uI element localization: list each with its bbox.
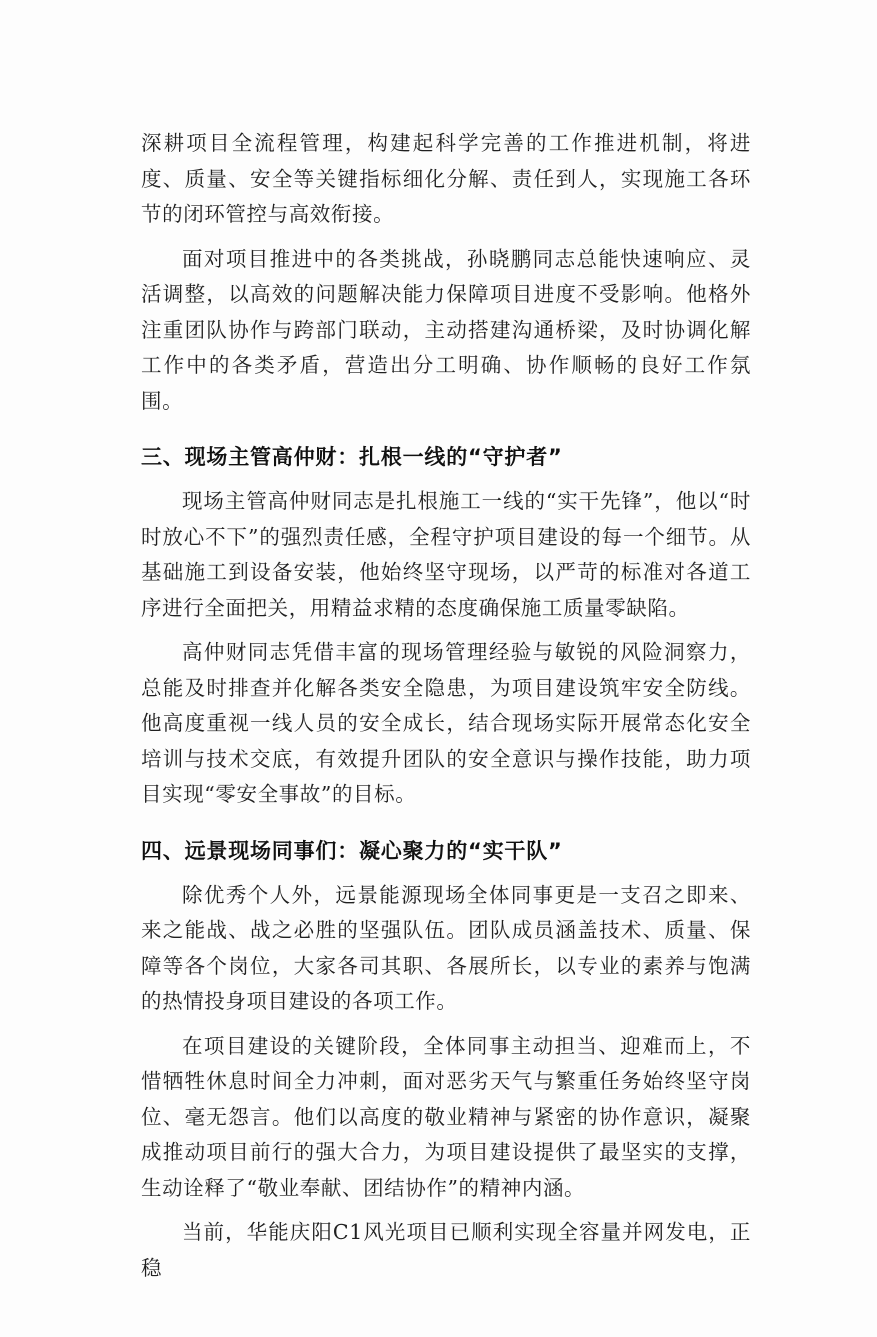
paragraph-team-2: 在项目建设的关键阶段，全体同事主动担当、迎难而上，不惜牺牲休息时间全力冲刺，面对恶劣天气与繁重任务始终坚守岗位、毫无怨言。他们以高度的敬业精神与紧密的协作意识，凝聚成推动项目前行的强大合力，为项目建设提供了最坚实的支撑，生动诠释了“敬业奉献、团结协作”的精神内涵。 <box>141 1033 751 1200</box>
paragraph-continued: 深耕项目全流程管理，构建起科学完善的工作推进机制，将进度、质量、安全等关键指标细化分解、责任到人，实现施工各环节的闭环管控与高效衔接。 <box>141 131 751 226</box>
document-body <box>141 126 751 1286</box>
paragraph-gao-zhongcai-2: 高仲财同志凭借丰富的现场管理经验与敏锐的风险洞察力，总能及时排查并化解各类安全隐患，为项目建设筑牢安全防线。他高度重视一线人员的安全成长，结合现场实际开展常态化安全培训与技术交底，有效提升团队的安全意识与操作技能，助力项目实现“零安全事故”的目标。 <box>141 640 751 806</box>
section-heading-4: 四、远景现场同事们：凝心聚力的“实干队” <box>141 838 563 863</box>
paragraph-team-1: 除优秀个人外，远景能源现场全体同事更是一支召之即来、来之能战、战之必胜的坚强队伍。团队成员涵盖技术、质量、保障等各个岗位，大家各司其职、各展所长，以专业的素养与饱满的热情投身项目建设的各项工作。 <box>141 882 751 1013</box>
section-heading-3: 三、现场主管高仲财：扎根一线的“守护者” <box>141 445 563 469</box>
paragraph-current-status: 当前，华能庆阳C1风光项目已顺利实现全容量并网发电，正稳 <box>141 1220 751 1280</box>
paragraph-sun-xiaopeng: 面对项目推进中的各类挑战，孙晓鹏同志总能快速响应、灵活调整，以高效的问题解决能力保障项目进度不受影响。他格外注重团队协作与跨部门联动，主动搭建沟通桥梁，及时协调化解工作中的各类矛盾，营造出分工明确、协作顺畅的良好工作氛围。 <box>141 246 751 413</box>
paragraph-gao-zhongcai-1: 现场主管高仲财同志是扎根施工一线的“实干先锋”，他以“时时放心不下”的强烈责任感，全程守护项目建设的每一个细节。从基础施工到设备安装，他始终坚守现场，以严苛的标准对各道工序进行全面把关，用精益求精的态度确保施工质量零缺陷。 <box>141 489 751 620</box>
